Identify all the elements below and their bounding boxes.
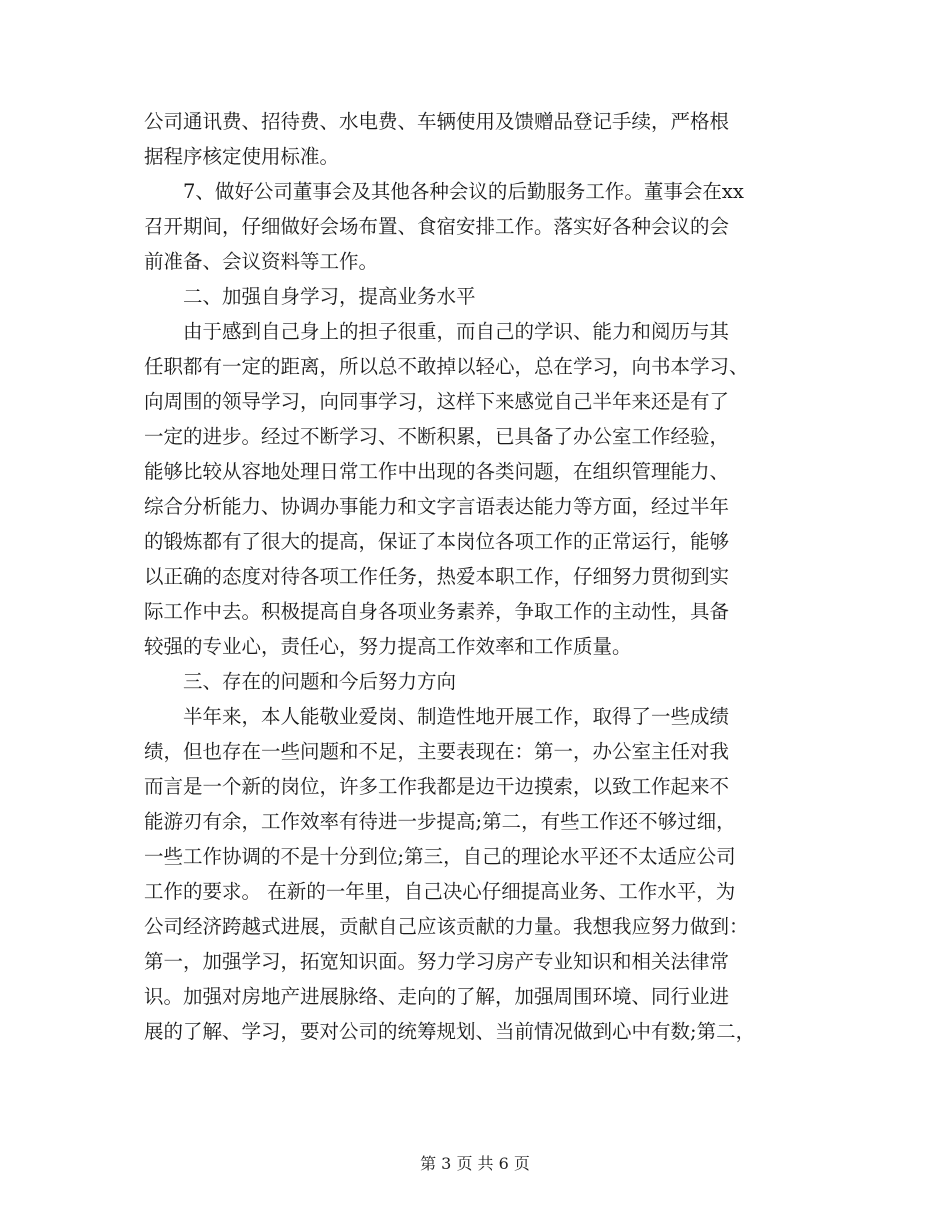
text-line: 工作的要求。 在新的一年里，自己决心仔细提高业务、工作水平，为 [144,880,736,903]
text-line: 展的了解、学习，要对公司的统筹规划、当前情况做到心中有数;第二， [144,1020,756,1043]
text-line: 能够比较从容地处理日常工作中出现的各类问题，在组织管理能力、 [144,460,730,483]
section-heading: 二、加强自身学习，提高业务水平 [144,285,476,308]
text-line: 第一，加强学习，拓宽知识面。努力学习房产专业知识和相关法律常 [144,950,730,973]
text-line: 任职都有一定的距离，所以总不敢掉以轻心，总在学习，向书本学习、 [144,355,749,378]
text-line: 识。加强对房地产进展脉络、走向的了解，加强周围环境、同行业进 [144,985,730,1008]
text-line: 向周围的领导学习，向同事学习，这样下来感觉自己半年来还是有了 [144,390,730,413]
text-line: 召开期间，仔细做好会场布置、食宿安排工作。落实好各种会议的会 [144,215,730,238]
text-line: 能游刃有余，工作效率有待进一步提高;第二，有些工作还不够过细， [144,810,736,833]
text-line: 公司通讯费、招待费、水电费、车辆使用及馈赠品登记手续，严格根 [144,110,730,133]
text-line: 的锻炼都有了很大的提高，保证了本岗位各项工作的正常运行，能够 [144,530,730,553]
text-line: 前准备、会议资料等工作。 [144,250,379,273]
section-heading: 三、存在的问题和今后努力方向 [144,670,457,693]
text-line: 际工作中去。积极提高自身各项业务素养，争取工作的主动性，具备 [144,600,730,623]
text-line: 半年来，本人能敬业爱岗、制造性地开展工作，取得了一些成绩 [144,705,730,728]
document-body [144,104,820,1049]
text-line: 7、做好公司董事会及其他各种会议的后勤服务工作。董事会在xx [144,180,744,203]
text-line: 较强的专业心，责任心，努力提高工作效率和工作质量。 [144,635,632,658]
text-line: 一定的进步。经过不断学习、不断积累，已具备了办公室工作经验， [144,425,730,448]
text-line: 以正确的态度对待各项工作任务，热爱本职工作，仔细努力贯彻到实 [144,565,730,588]
text-line: 绩，但也存在一些问题和不足，主要表现在：第一，办公室主任对我 [144,740,730,763]
text-line: 公司经济跨越式进展，贡献自己应该贡献的力量。我想我应努力做到： [144,915,749,938]
text-line: 一些工作协调的不是十分到位;第三，自己的理论水平还不太适应公司 [144,845,736,868]
text-line: 综合分析能力、协调办事能力和文字言语表达能力等方面，经过半年 [144,495,730,518]
text-line: 据程序核定使用标准。 [144,145,340,168]
page-number-footer: 第 3 页 共 6 页 [420,1154,530,1173]
text-line: 由于感到自己身上的担子很重，而自己的学识、能力和阅历与其 [144,320,730,343]
text-line: 而言是一个新的岗位，许多工作我都是边干边摸索，以致工作起来不 [144,775,730,798]
